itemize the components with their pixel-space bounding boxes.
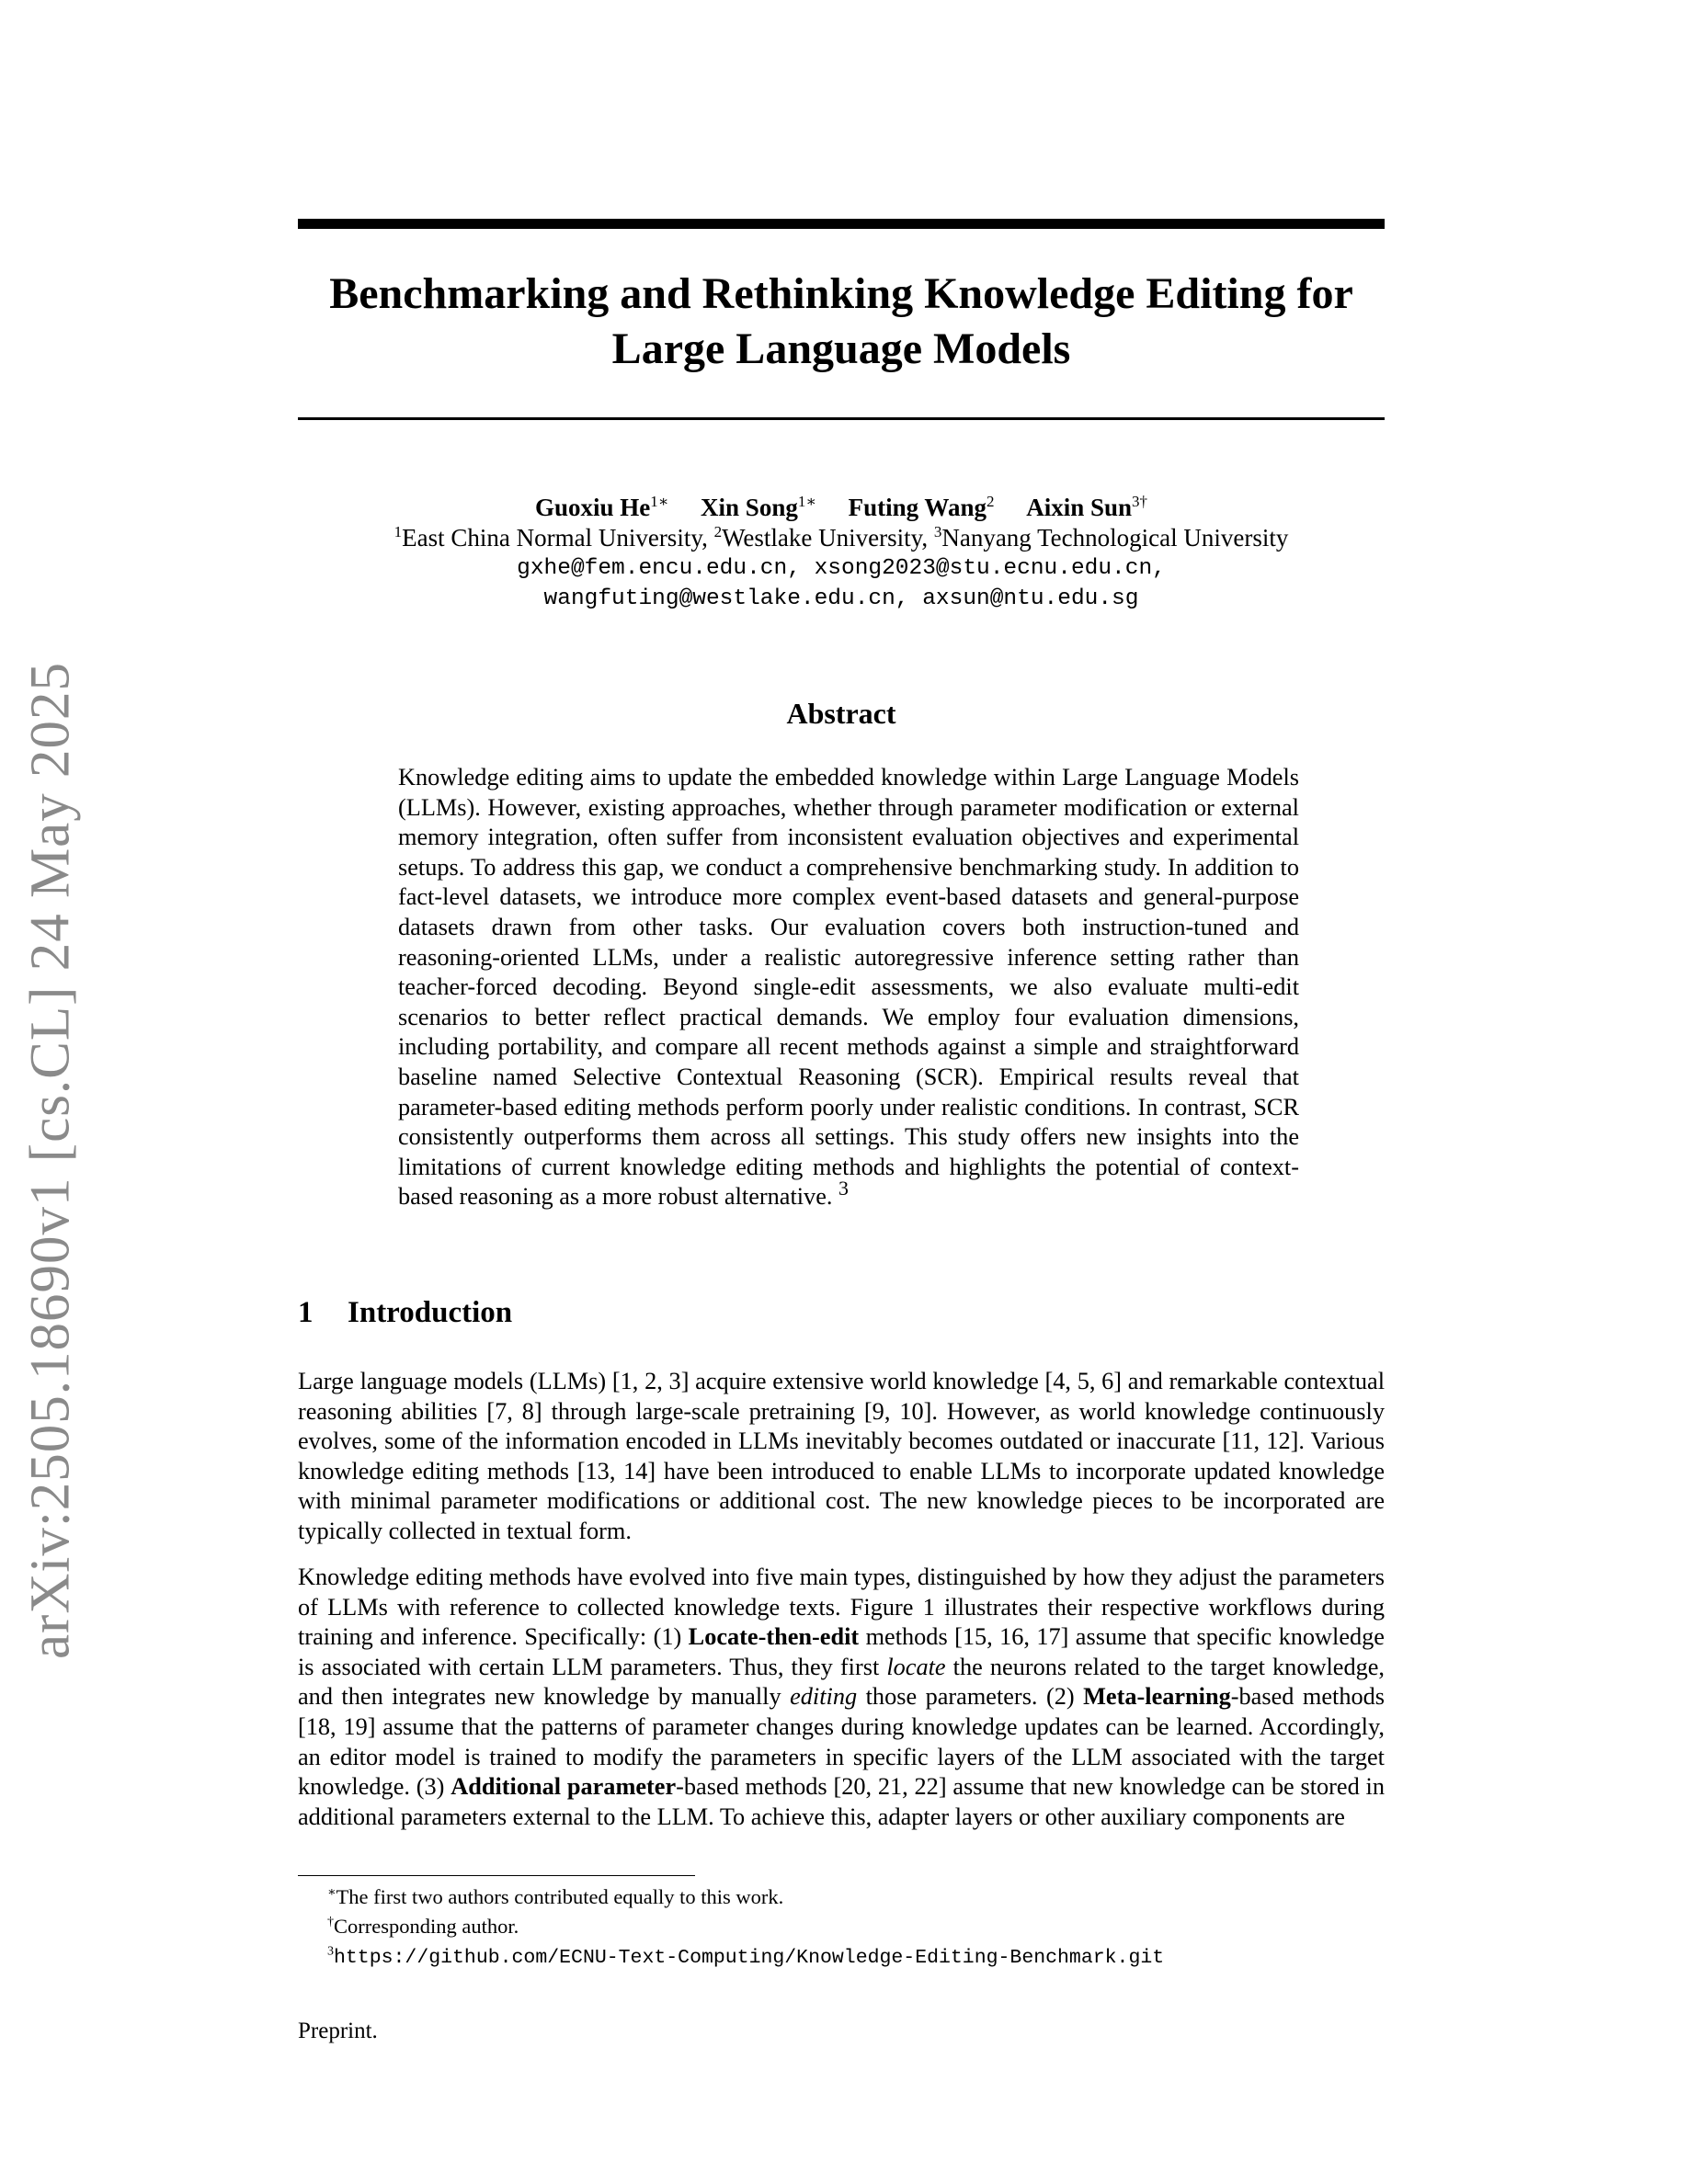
abstract-footnote-mark: 3 [838,1177,849,1200]
abstract-body: Knowledge editing aims to update the embedded knowledge within Large Language Models (LLMs). However, existing approaches, whether through parameter modification or external memory integration, often suffer from inconsistent evaluation objectives and experimental setups. To address this gap, we conduct a comprehensive benchmarking study. In addition to fact-level datasets, we introduce more complex event-based datasets and general-purpose datasets drawn from other tasks. Our evaluation covers both instruction-tuned and reasoning-oriented LLMs, under a realistic autoregressive inference setting rather than teacher-forced decoding. Beyond single-edit assessments, we also evaluate multi-edit scenarios to better reflect practical demands. We employ four evaluation dimensions, including portability, and compare all recent methods against a simple and straightforward baseline named Selective Contextual Reasoning (SCR). Empirical results reveal that parameter-based editing methods perform poorly under realistic conditions. In contrast, SCR consistently outperforms them across all settings. This study offers new insights into the limitations of current knowledge editing methods and highlights the potential of context-based reasoning as a more robust alternative. $^3$ [398,764,1299,1211]
footnote-2: †Corresponding author. [327,1915,519,1938]
preprint-note: Preprint. [298,2019,378,2043]
section-heading-introduction: 1 Introduction [298,1296,513,1329]
author-4: Aixin Sun$^{3\dagger}$ [1026,493,1148,521]
abstract-heading: Abstract [786,697,896,730]
author-1: Guoxiu $He^{1∗}$ [534,493,669,521]
title-top-rule [298,219,1385,229]
emails-line-2: wangfuting@westlake.edu.cn, axsun@ntu.edu.sg [543,586,1139,611]
author-2: Xin Song$^{1∗}$ [701,493,816,521]
repo-link[interactable]: https://github.com/ECNU-Text-Computing/Knowledge-Editing-Benchmark.git [334,1947,1165,1969]
footnote-3: $^3$https://github.com/ECNU-Text-Computing/Knowledge-Editing-Benchmark.git [327,1944,1165,1969]
author-3: Futing Wang$^2$ [848,493,995,521]
footnote-rule [298,1875,695,1876]
title-bottom-rule [298,417,1385,420]
title-line-2: Large Language Models [611,324,1071,373]
title-line-1: Benchmarking and Rethinking Knowledge Editing for [329,269,1353,318]
intro-paragraph-2: Knowledge editing methods have evolved into five main types, distinguished by how they adjust the parameters of LLMs with reference to collected knowledge texts. Figure 1 illustrates their respective workflows during training and inference. Specifically: (1) Locate-then-edit methods [15, 16, 17] assume that specific knowledge is associated with certain LLM parameters. Thus, they first locate the neurons related to the target knowledge, and then integrates new knowledge by manually editing those parameters. (2) Meta-learning-based methods [18, 19] assume that the patterns of parameter changes during knowledge updates can be learned. Accordingly, an editor model is trained to modify the parameters in specific layers of the LLM associated with the target knowledge. (3) Additional parameter-based methods [20, 21, 22] assume that new knowledge can be stored in additional parameters external to the LLM. To achieve this, adapter layers or other auxiliary components are [298,1564,1385,1830]
footnote-1: ∗The first two authors contributed equally to this work. [327,1885,784,1908]
footnotes [327,1883,1385,1973]
paper-title [298,267,1385,377]
author-block [298,493,1385,614]
intro-paragraph-1: Large language models (LLMs) [1, 2, 3] acquire extensive world knowledge [4, 5, 6] and remarkable contextual reasoning abilities [7, 8] through large-scale pretraining [9, 10]. However, as world knowledge continuously evolves, some of the information encoded in LLMs inevitably becomes outdated or inaccurate [11, 12]. Various knowledge editing methods [13, 14] have been introduced to enable LLMs to incorporate updated knowledge with minimal parameter modifications or additional cost. The new knowledge pieces to be incorporated are typically collected in textual form. [298,1368,1385,1544]
emails-line-1: gxhe@fem.encu.edu.cn, xsong2023@stu.ecnu.edu.cn, [517,556,1166,581]
author-names [298,493,1385,523]
arxiv-side-stamp: arXiv:2505.18690v1 [cs.CL] 24 May 2025 [19,661,82,1660]
affiliations: $^1$East China Normal University, $^2$Westlake University, $^3$Nanyang Technological University [393,523,1289,552]
